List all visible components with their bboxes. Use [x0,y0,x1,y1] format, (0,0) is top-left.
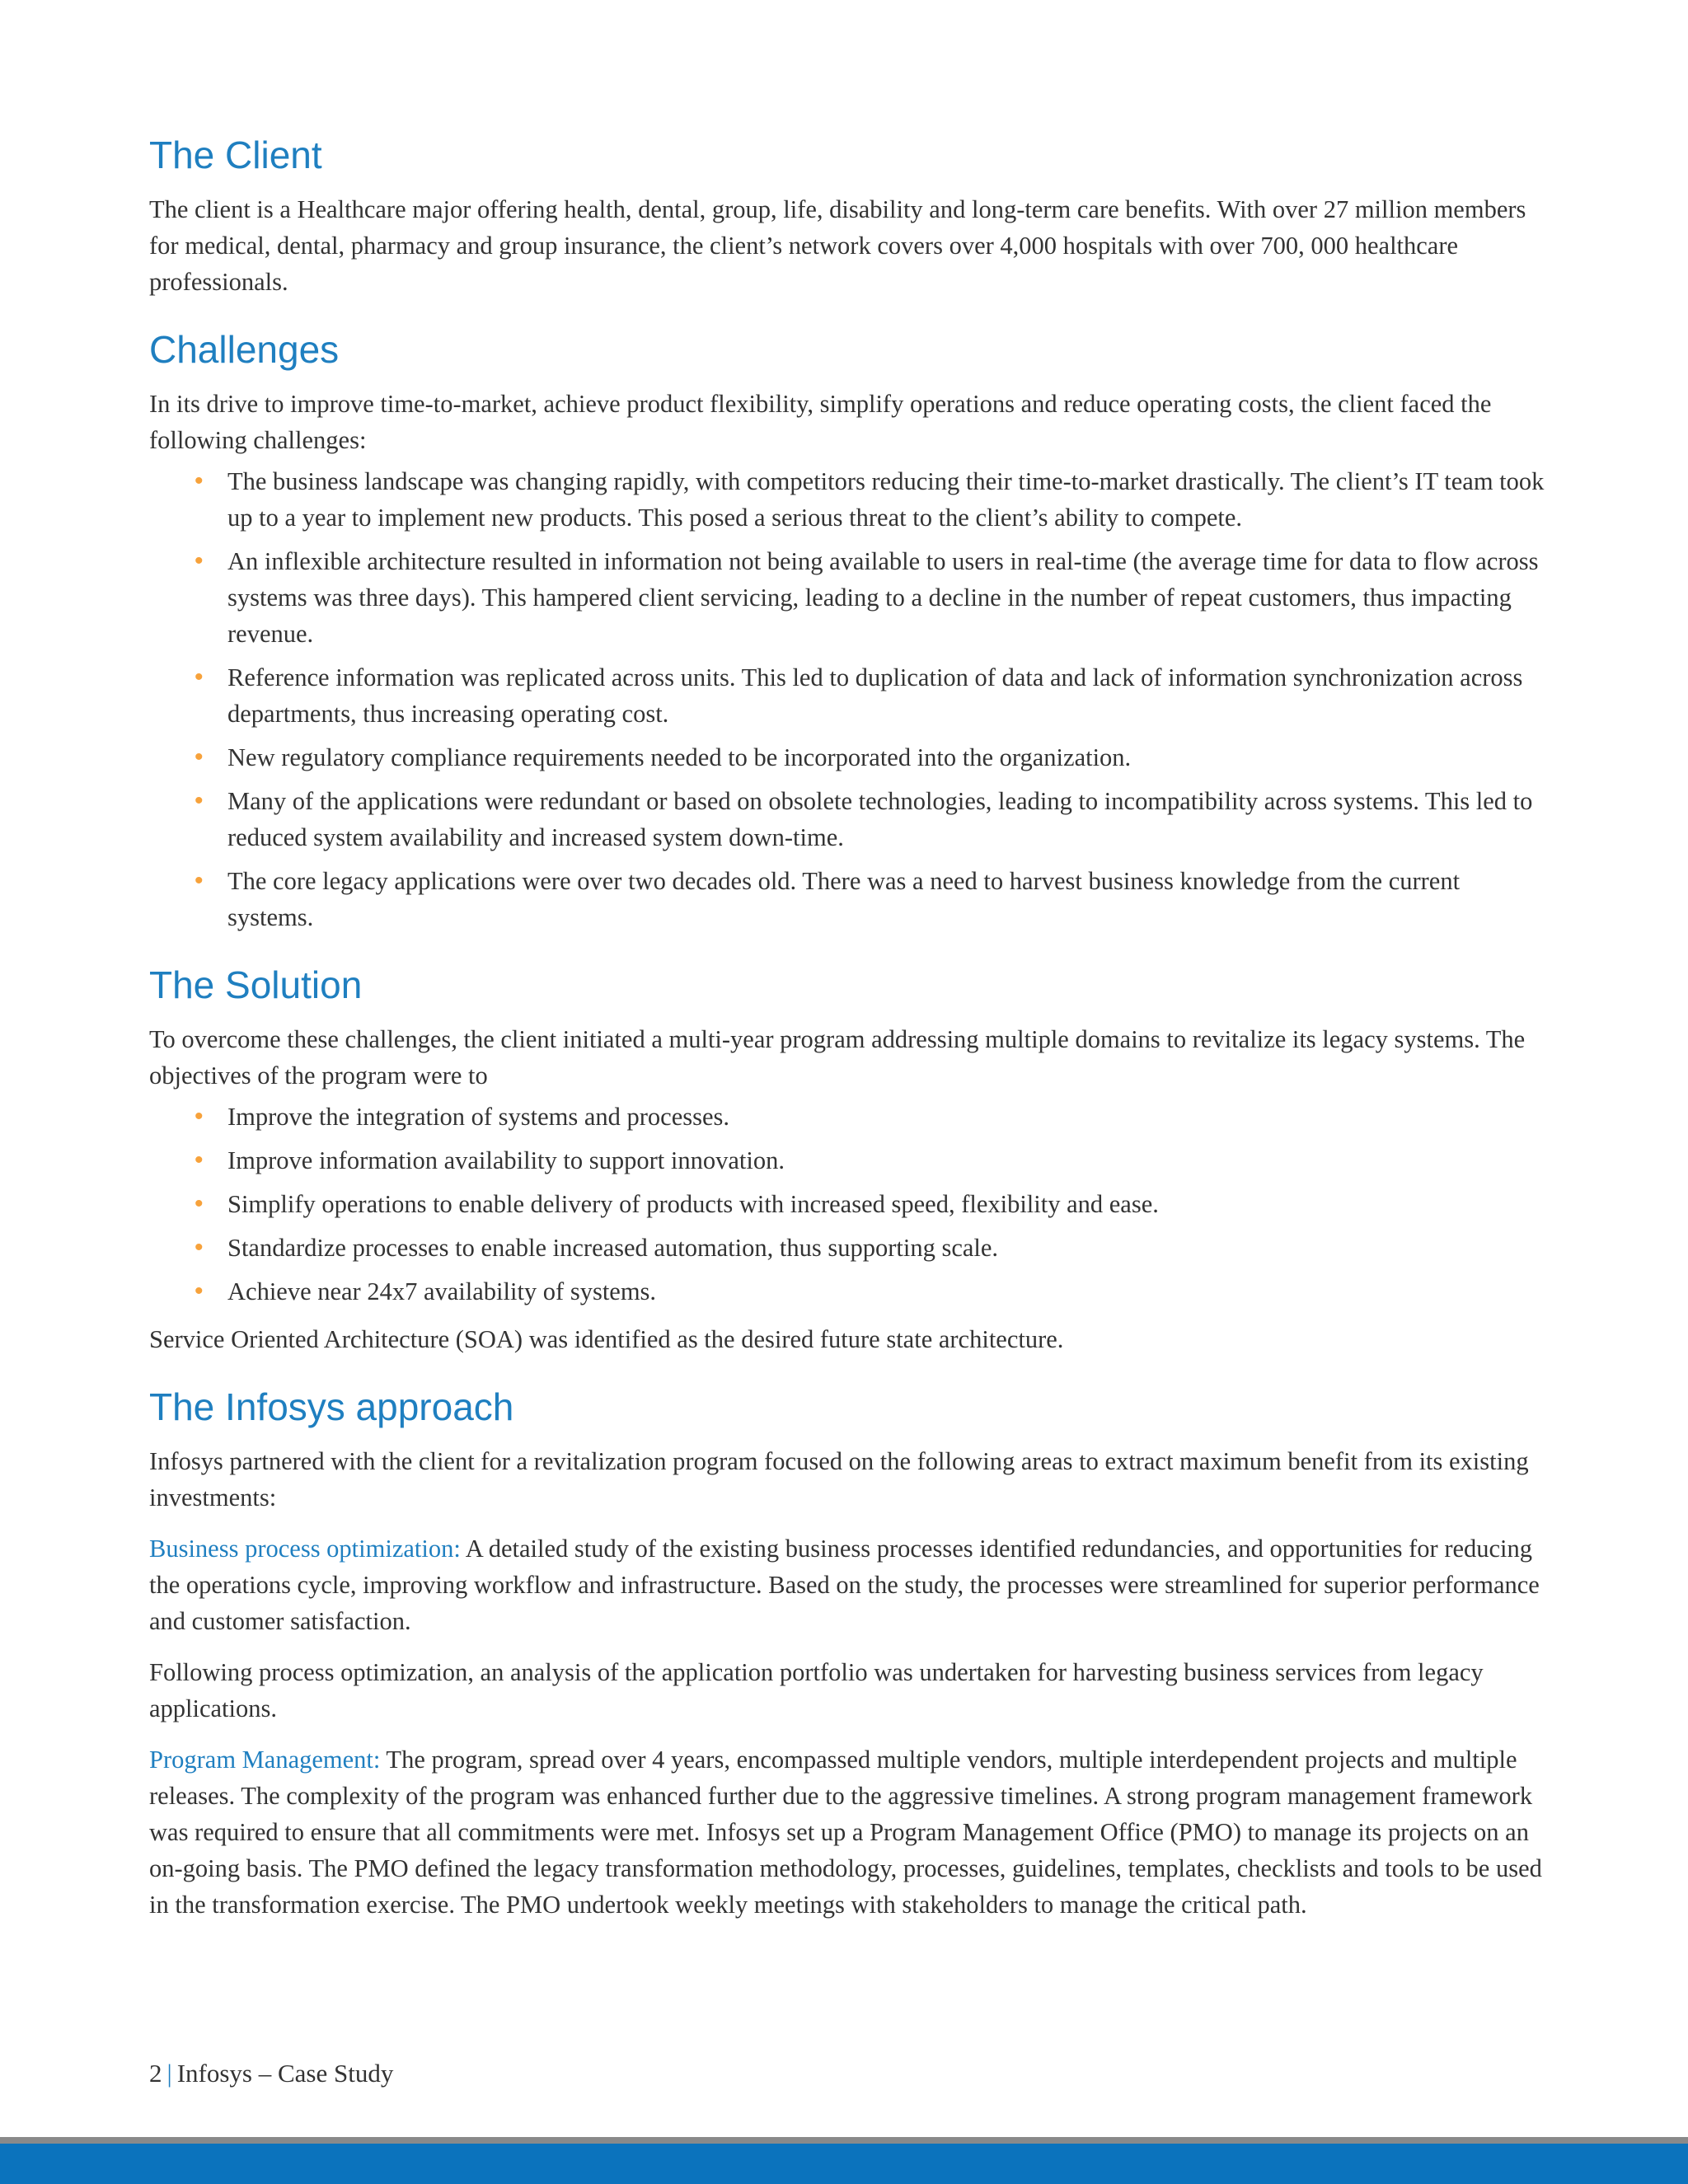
list-item: • New regulatory compliance requirements needed to be incorporated into the organization. [227,739,1550,776]
bullet-icon: • [195,467,204,494]
approach-heading: The Infosys approach [149,1385,514,1428]
list-item: • Many of the applications were redundant or based on obsolete technologies, leading to incompatibility across systems. This led to reduced system availability and increased system down-time. [227,783,1550,855]
list-item: • The business landscape was changing rapidly, with competitors reducing their time-to-market drastically. The client’s IT team took up to a year to implement new products. This posed a serious threat to the client’s ability to compete. [227,463,1550,536]
footer-separator: | [166,2059,172,2088]
solution-intro: To overcome these challenges, the client initiated a multi-year program addressing multiple domains to revitalize its legacy systems. The objectives of the program were to [149,1025,1526,1090]
list-item: • The core legacy applications were over two decades old. There was a need to harvest business knowledge from the current systems. [227,863,1550,935]
bullet-icon: • [195,1146,204,1174]
page-number: 2 [149,2059,162,2088]
client-heading: The Client [149,134,322,176]
bullet-icon: • [195,743,204,771]
following-paragraph: Following process optimization, an analysis of the application portfolio was undertaken for harvesting business services from legacy applications. [149,1658,1484,1722]
list-item: • Simplify operations to enable delivery of products with increased speed, flexibility and ease. [227,1186,1550,1222]
list-item: • Reference information was replicated across units. This led to duplication of data and lack of information synchronization across departments, thus increasing operating cost. [227,659,1550,732]
bullet-icon: • [195,1103,204,1130]
pm-lead: Program Management: [149,1746,381,1774]
bullet-icon: • [195,1234,204,1261]
bullet-icon: • [195,663,204,691]
bpo-lead: Business process optimization: [149,1535,461,1563]
solution-heading: The Solution [149,963,363,1006]
footer-band-blue [0,2144,1688,2184]
list-item: • Standardize processes to enable increased automation, thus supporting scale. [227,1230,1550,1266]
bullet-icon: • [195,547,204,574]
list-item: • An inflexible architecture resulted in information not being available to users in real-time (the average time for data to flow across systems was three days). This hampered client servicing, leading to a decline in the number of repeat customers, thus impacting revenue. [227,543,1550,652]
bullet-icon: • [195,867,204,894]
bpo-body: A detailed study of the existing business processes identified redundancies, and opportunities for reducing the operations cycle, improving workflow and infrastructure. Based on the study, the processes were streamlined for superior performance and customer satisfaction. [149,1535,1540,1635]
solution-list [149,1099,1550,1310]
page-content [149,132,1550,1938]
bullet-icon: • [195,1190,204,1217]
list-item: • Improve the integration of systems and processes. [227,1099,1550,1135]
pm-paragraph [149,1741,1550,1923]
page-footer [149,2055,393,2092]
solution-closing: Service Oriented Architecture (SOA) was identified as the desired future state architecture. [149,1325,1064,1353]
approach-intro: Infosys partnered with the client for a revitalization program focused on the following areas to extract maximum benefit from its existing investments: [149,1447,1529,1511]
bullet-icon: • [195,787,204,814]
footer-band-gray [0,2137,1688,2144]
bpo-paragraph [149,1530,1550,1639]
challenges-intro: In its drive to improve time-to-market, achieve product flexibility, simplify operations and reduce operating costs, the client faced the following challenges: [149,390,1492,454]
challenges-heading: Challenges [149,328,340,371]
list-item: • Improve information availability to support innovation. [227,1142,1550,1179]
pm-body: The program, spread over 4 years, encompassed multiple vendors, multiple interdependent projects and multiple releases. The complexity of the program was enhanced further due to the aggressive timelines. A strong program management framework was required to ensure that all commitments were met. Infosys set up a Program Management Office (PMO) to manage its projects on an on-going basis. The PMO defined the legacy transformation methodology, processes, guidelines, templates, checklists and tools to be used in the transformation exercise. The PMO undertook weekly meetings with stakeholders to manage the critical path. [149,1746,1542,1919]
challenges-list [149,463,1550,935]
client-body: The client is a Healthcare major offering health, dental, group, life, disability and long-term care benefits. With over 27 million members for medical, dental, pharmacy and group insurance, the client’s network covers over 4,000 hospitals with over 700, 000 healthcare professionals. [149,195,1526,296]
list-item: • Achieve near 24x7 availability of systems. [227,1273,1550,1310]
bullet-icon: • [195,1277,204,1305]
footer-title: Infosys – Case Study [176,2059,394,2088]
